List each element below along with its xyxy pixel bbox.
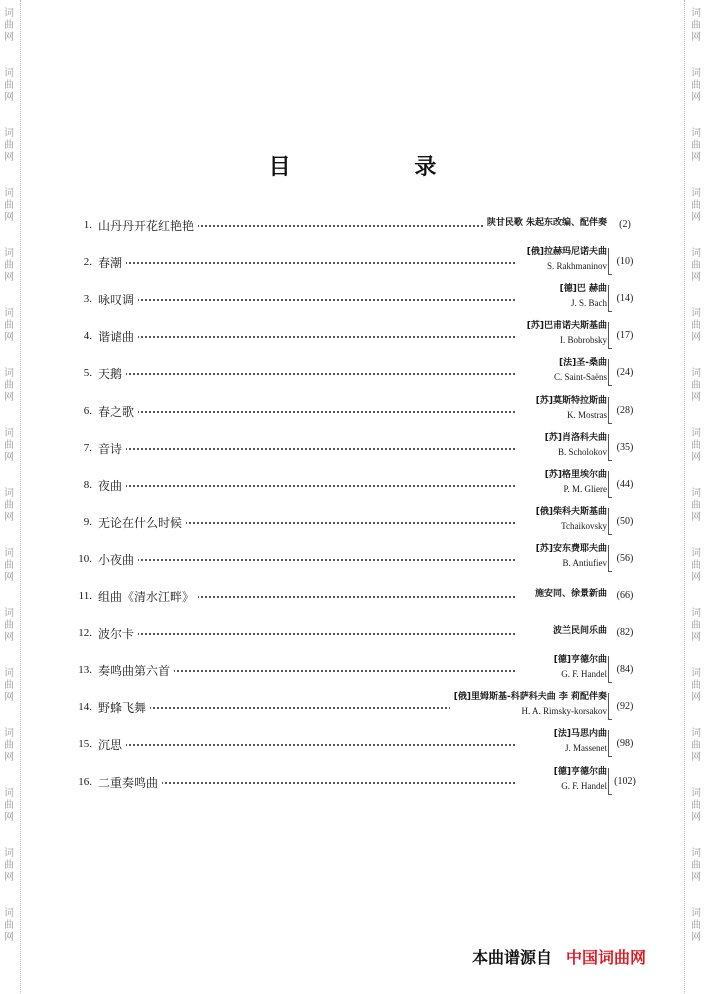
watermark-char: 网 (691, 92, 701, 103)
toc-entry-number: 16. (78, 775, 92, 788)
watermark-char: 词 (4, 668, 14, 679)
toc-entry-composer-en: B. Scholokov (557, 446, 607, 457)
watermark-char: 曲 (4, 260, 14, 271)
watermark-char: 网 (4, 692, 14, 703)
toc-entry[interactable] (0, 652, 705, 689)
watermark-char: 网 (4, 872, 14, 883)
toc-entry-composer-zh: 波兰民间乐曲 (552, 626, 607, 637)
toc-entry-credit (556, 283, 607, 310)
toc-entry[interactable] (0, 207, 705, 244)
watermark-char: 网 (691, 872, 701, 883)
toc-leader-dots (98, 559, 515, 561)
watermark-char: 曲 (691, 860, 701, 871)
watermark-char: 网 (691, 512, 701, 523)
watermark-char: 词 (4, 368, 14, 379)
toc-entry-credit (523, 246, 607, 273)
watermark-char: 网 (691, 32, 701, 43)
toc-entry-composer-zh: [苏]肖洛科夫曲 (544, 432, 607, 443)
footer-source-text: 本曲谱源自 (472, 948, 553, 967)
toc-entry-composer-en: G. F. Handel (561, 669, 607, 680)
toc-entry[interactable] (0, 355, 705, 392)
watermark-char: 网 (4, 272, 14, 283)
toc-entry-title: 山丹丹开花红艳艳 (98, 217, 198, 234)
watermark-char: 网 (4, 92, 14, 103)
toc-entry[interactable] (0, 318, 705, 355)
watermark-group (2, 848, 16, 884)
toc-leader-dots (98, 336, 515, 338)
watermark-char: 词 (691, 128, 701, 139)
toc-entry-credit (531, 588, 607, 601)
watermark-char: 曲 (691, 320, 701, 331)
toc-entry-credit (532, 506, 607, 533)
toc-entry-composer-en: G. F. Handel (561, 780, 607, 791)
toc-entry-page: (92) (616, 701, 634, 713)
watermark-group (689, 848, 703, 884)
toc-entry-composer-en: K. Mostras (567, 409, 607, 420)
toc-leader-dots (98, 448, 515, 450)
toc-entry[interactable] (0, 504, 705, 541)
toc-entry-composer-zh: [俄]柴科夫斯基曲 (535, 506, 607, 517)
toc-entry-composer-en: Tchaikovsky (561, 520, 607, 531)
watermark-group (2, 8, 16, 44)
watermark-char: 网 (4, 512, 14, 523)
toc-entry[interactable] (0, 615, 705, 652)
toc-entry-page: (66) (616, 590, 634, 601)
watermark-char: 曲 (691, 800, 701, 811)
toc-entry-title: 奏鸣曲第六首 (98, 662, 174, 679)
watermark-char: 词 (691, 848, 701, 859)
toc-entry-credit (450, 691, 607, 718)
toc-entry-composer-zh: [苏]巴甫诺夫斯基曲 (526, 321, 607, 332)
toc-entry-composer-zh: [法]马思内曲 (553, 729, 607, 740)
watermark-char: 曲 (691, 620, 701, 631)
watermark-char: 曲 (4, 800, 14, 811)
watermark-char: 曲 (4, 860, 14, 871)
toc-entry-title: 春潮 (98, 254, 126, 271)
toc-entry-title: 天鹅 (98, 365, 126, 382)
toc-entry-composer-en: J. Massenet (565, 743, 607, 754)
watermark-char: 词 (691, 668, 701, 679)
toc-entry-composer-en: P. M. Gliere (563, 483, 607, 494)
watermark-char: 词 (4, 548, 14, 559)
toc-entry-title: 咏叹调 (98, 291, 138, 308)
toc-entry-composer-zh: [俄]里姆斯基-科萨科夫曲 李 莉配伴奏 (453, 692, 607, 703)
watermark-char: 网 (4, 332, 14, 343)
watermark-char: 曲 (691, 200, 701, 211)
watermark-char: 网 (4, 452, 14, 463)
toc-leader-dots (98, 411, 515, 413)
toc-entry-composer-zh: 施安同、徐景新曲 (534, 589, 607, 599)
watermark-char: 曲 (4, 560, 14, 571)
watermark-char: 词 (691, 248, 701, 259)
watermark-char: 网 (4, 32, 14, 43)
watermark-char: 词 (691, 8, 701, 19)
toc-entry-credit (550, 654, 607, 681)
toc-entry-credit (541, 432, 607, 459)
toc-entry-credit (532, 395, 607, 422)
toc-leader-dots (98, 485, 515, 487)
toc-entry[interactable] (0, 689, 705, 726)
watermark-char: 词 (4, 308, 14, 319)
watermark-char: 网 (4, 392, 14, 403)
watermark-char: 曲 (691, 380, 701, 391)
toc-entry-composer-zh: [法]圣-桑曲 (559, 358, 607, 369)
watermark-group (689, 68, 703, 104)
watermark-char: 网 (4, 152, 14, 163)
watermark-char: 词 (4, 488, 14, 499)
toc-entry-title: 音诗 (98, 440, 126, 457)
toc-entry-composer-en: J. S. Bach (571, 298, 607, 309)
toc-entry[interactable] (0, 467, 705, 504)
toc-entry-number: 1. (83, 219, 92, 231)
watermark-char: 词 (4, 8, 14, 19)
toc-entry-credit (483, 217, 607, 230)
watermark-char: 曲 (4, 500, 14, 511)
watermark-char: 曲 (4, 80, 14, 91)
watermark-char: 网 (691, 692, 701, 703)
watermark-char: 词 (691, 188, 701, 199)
watermark-group (2, 68, 16, 104)
watermark-char: 网 (4, 752, 14, 763)
toc-entry-number: 13. (78, 664, 92, 677)
toc-entry-composer-en: S. Rakhmaninov (547, 261, 607, 272)
watermark-char: 网 (4, 932, 14, 943)
watermark-group (689, 8, 703, 44)
watermark-char: 曲 (4, 680, 14, 691)
toc-entry[interactable] (0, 244, 705, 281)
toc-entry[interactable] (0, 393, 705, 430)
watermark-char: 词 (691, 68, 701, 79)
toc-entry-composer-zh: [苏]莫斯特拉斯曲 (535, 395, 607, 406)
toc-entry-composer-en: H. A. Rimsky-korsakov (521, 706, 607, 717)
watermark-char: 曲 (4, 620, 14, 631)
toc-entry-composer-zh: [德]亨德尔曲 (553, 766, 607, 777)
toc-entry-page: (56) (616, 552, 634, 564)
watermark-char: 网 (691, 152, 701, 163)
toc-entry-number: 14. (78, 701, 92, 714)
footer-brand-text: 中国词曲网 (566, 948, 647, 967)
watermark-char: 词 (4, 188, 14, 199)
toc-entry-title: 野蜂飞舞 (98, 699, 150, 716)
watermark-char: 词 (4, 428, 14, 439)
toc-entry-composer-zh: [德]巴 赫曲 (559, 284, 607, 295)
toc-entry-title: 春之歌 (98, 403, 138, 420)
toc-entry-number: 15. (78, 738, 92, 751)
toc-entry-page: (2) (619, 219, 631, 230)
toc-entry-composer-en: C. Saint-Saëns (554, 372, 607, 383)
toc-entry-number: 2. (83, 256, 92, 269)
watermark-char: 曲 (691, 920, 701, 931)
source-footer (472, 945, 646, 968)
toc-entry-composer-zh: [俄]拉赫玛尼诺夫曲 (526, 247, 607, 258)
toc-entry-page: (44) (616, 478, 634, 490)
toc-entry-credit (523, 320, 607, 347)
watermark-char: 词 (4, 848, 14, 859)
toc-entry-page: (14) (616, 293, 634, 305)
watermark-char: 网 (691, 452, 701, 463)
watermark-char: 网 (691, 932, 701, 943)
watermark-char: 曲 (4, 20, 14, 31)
toc-entry[interactable] (0, 541, 705, 578)
toc-entry-composer-zh: [苏]格里埃尔曲 (544, 469, 607, 480)
toc-entry-number: 10. (78, 552, 92, 565)
watermark-char: 曲 (691, 680, 701, 691)
toc-entry-number: 12. (78, 627, 92, 640)
toc-entry-composer-en: I. Bobrobsky (560, 335, 607, 346)
watermark-group (2, 908, 16, 944)
toc-entry-credit (550, 357, 607, 384)
toc-entry-title: 谐谑曲 (98, 328, 138, 345)
toc-entry-number: 4. (83, 330, 92, 343)
watermark-char: 曲 (691, 740, 701, 751)
watermark-char: 曲 (4, 740, 14, 751)
toc-entry-number: 7. (83, 441, 92, 454)
watermark-char: 曲 (4, 380, 14, 391)
watermark-char: 词 (691, 428, 701, 439)
toc-entry-credit (550, 766, 607, 793)
toc-entry-credit (541, 469, 607, 496)
toc-entry-composer-zh: 陕甘民歌 朱起东改编、配伴奏 (486, 218, 607, 228)
toc-entry-page: (82) (616, 627, 634, 639)
watermark-char: 曲 (691, 20, 701, 31)
watermark-char: 词 (4, 248, 14, 259)
toc-leader-dots (98, 262, 515, 264)
watermark-char: 曲 (691, 140, 701, 151)
toc-entry-composer-zh: [苏]安东费耶夫曲 (535, 543, 607, 554)
watermark-char: 曲 (4, 320, 14, 331)
watermark-char: 网 (691, 812, 701, 823)
watermark-char: 网 (691, 212, 701, 223)
toc-entry[interactable] (0, 764, 705, 801)
watermark-char: 曲 (4, 200, 14, 211)
watermark-char: 曲 (691, 260, 701, 271)
toc-entry-number: 8. (83, 478, 92, 491)
watermark-char: 词 (4, 608, 14, 619)
watermark-char: 词 (691, 608, 701, 619)
watermark-char: 网 (691, 392, 701, 403)
toc-entry-title: 波尔卡 (98, 625, 138, 642)
watermark-char: 词 (691, 548, 701, 559)
watermark-char: 网 (691, 632, 701, 643)
watermark-char: 曲 (691, 80, 701, 91)
watermark-char: 网 (691, 272, 701, 283)
toc-entry-number: 11. (78, 590, 92, 602)
toc-entry-credit (550, 728, 607, 755)
toc-leader-dots (98, 744, 515, 746)
watermark-char: 曲 (4, 920, 14, 931)
toc-entry-page: (50) (616, 515, 634, 527)
watermark-char: 词 (691, 728, 701, 739)
watermark-char: 词 (4, 788, 14, 799)
toc-entry-title: 二重奏鸣曲 (98, 774, 162, 791)
toc-entry-page: (98) (616, 738, 634, 750)
watermark-char: 词 (691, 368, 701, 379)
toc-entry-credit (549, 625, 607, 638)
toc-entry-composer-zh: [德]亨德尔曲 (553, 655, 607, 666)
toc-entry-page: (84) (616, 664, 634, 676)
watermark-char: 曲 (4, 140, 14, 151)
toc-entry-page: (17) (616, 330, 634, 342)
watermark-char: 网 (4, 812, 14, 823)
toc-entry-page: (102) (614, 775, 636, 787)
watermark-char: 曲 (691, 440, 701, 451)
watermark-char: 词 (691, 308, 701, 319)
toc-entry[interactable] (0, 430, 705, 467)
toc-entry-page: (35) (616, 441, 634, 453)
watermark-char: 网 (4, 632, 14, 643)
toc-entry-title: 小夜曲 (98, 551, 138, 568)
watermark-char: 网 (4, 572, 14, 583)
watermark-char: 词 (4, 128, 14, 139)
watermark-char: 网 (691, 752, 701, 763)
toc-entry-credit (532, 543, 607, 570)
toc-leader-dots (98, 373, 515, 375)
watermark-char: 词 (691, 788, 701, 799)
toc-leader-dots (98, 299, 515, 301)
watermark-char: 词 (4, 908, 14, 919)
watermark-char: 网 (4, 212, 14, 223)
toc-entry-composer-en: B. Antiufiev (562, 557, 607, 568)
watermark-group (689, 908, 703, 944)
toc-leader-dots (98, 633, 515, 635)
watermark-char: 词 (4, 68, 14, 79)
watermark-char: 词 (691, 908, 701, 919)
toc-entry[interactable] (0, 578, 705, 615)
toc-entry-title: 无论在什么时候 (98, 514, 186, 531)
toc-entry-number: 5. (83, 367, 92, 380)
toc-entry[interactable] (0, 726, 705, 763)
toc-entry[interactable] (0, 281, 705, 318)
toc-entry-number: 9. (83, 515, 92, 528)
toc-entry-number: 3. (83, 293, 92, 306)
watermark-char: 曲 (691, 560, 701, 571)
watermark-char: 网 (691, 332, 701, 343)
page-title: 目 录 (268, 155, 495, 180)
toc-entry-page: (10) (616, 256, 634, 268)
watermark-char: 网 (691, 572, 701, 583)
watermark-char: 词 (691, 488, 701, 499)
toc-entry-title: 夜曲 (98, 477, 126, 494)
toc-entry-title: 沉思 (98, 736, 126, 753)
toc-entry-page: (24) (616, 367, 634, 379)
watermark-char: 曲 (4, 440, 14, 451)
toc-entry-page: (28) (616, 404, 634, 416)
toc-entry-title: 组曲《清水江畔》 (98, 588, 198, 605)
toc-entry-number: 6. (83, 404, 92, 417)
watermark-char: 词 (4, 728, 14, 739)
watermark-char: 曲 (691, 500, 701, 511)
